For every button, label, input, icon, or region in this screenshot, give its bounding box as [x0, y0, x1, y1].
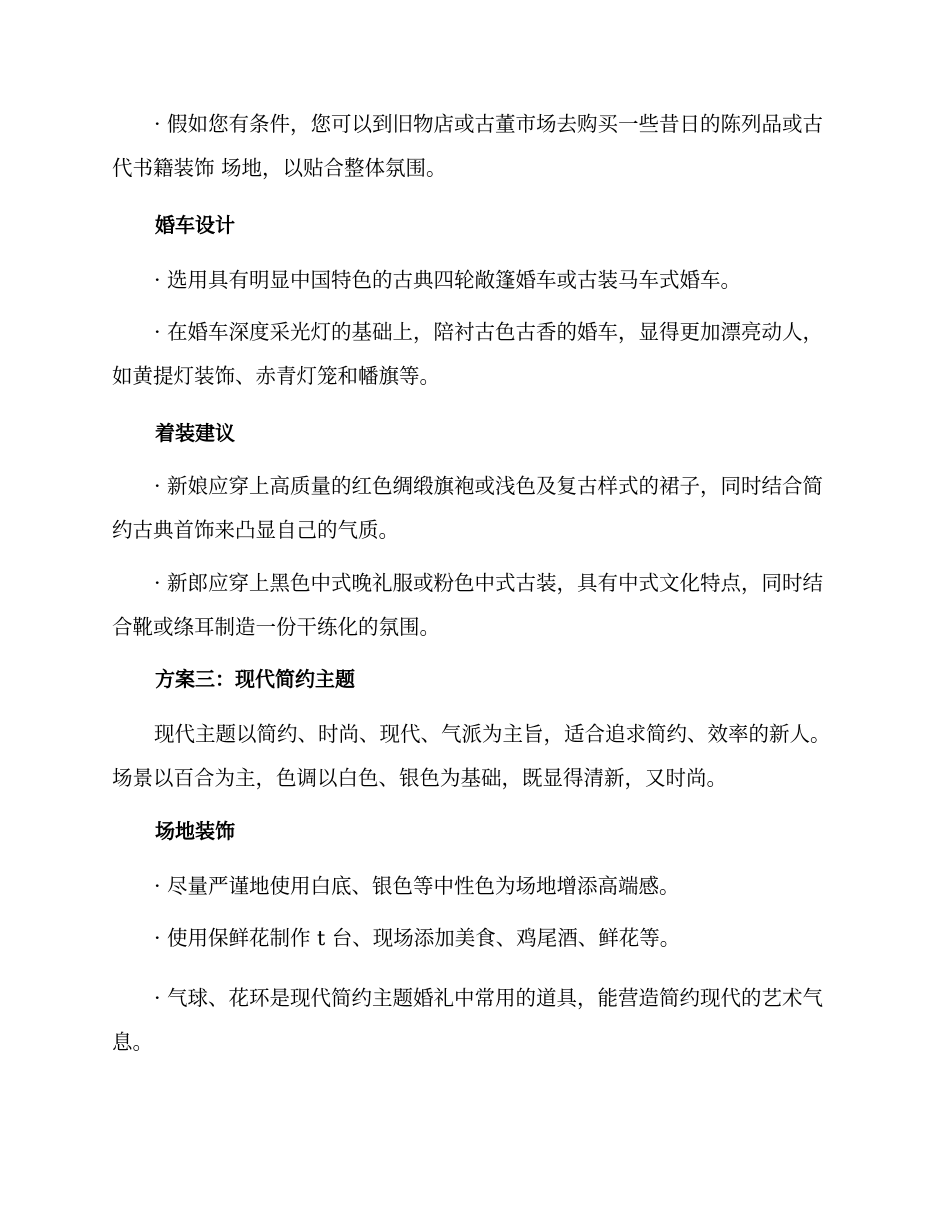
- paragraph-car-lighting: · 在婚车深度采光灯的基础上，陪衬古色古香的婚车，显得更加漂亮动人，如黄提灯装饰、赤青灯笼和幡旗等。: [112, 320, 824, 388]
- paragraph-neutral-colors: · 尽量严谨地使用白底、银色等中性色为场地增添高端感。: [154, 874, 680, 898]
- heading-wedding-car: 婚车设计: [155, 213, 235, 237]
- paragraph-antique-decor: · 假如您有条件，您可以到旧物店或古董市场去购买一些昔日的陈列品或古代书籍装饰 场地，以贴合整体氛围。: [112, 112, 824, 180]
- heading-venue-decor: 场地装饰: [155, 819, 235, 843]
- paragraph-bride-attire: · 新娘应穿上高质量的红色绸缎旗袍或浅色及复古样式的裙子，同时结合简约古典首饰来凸显自己的气质。: [112, 474, 824, 542]
- paragraph-balloons: · 气球、花环是现代简约主题婚礼中常用的道具，能营造简约现代的艺术气息。: [112, 986, 824, 1054]
- heading-attire: 着装建议: [155, 421, 235, 445]
- heading-plan-three: 方案三：现代简约主题: [155, 667, 355, 691]
- paragraph-t-stage: · 使用保鲜花制作 t 台、现场添加美食、鸡尾酒、鲜花等。: [154, 926, 681, 950]
- paragraph-car-style: · 选用具有明显中国特色的古典四轮敞篷婚车或古装马车式婚车。: [154, 268, 742, 292]
- paragraph-groom-attire: · 新郎应穿上黑色中式晚礼服或粉色中式古装，具有中式文化特点，同时结合靴或绦耳制造一份干练化的氛围。: [112, 571, 824, 639]
- paragraph-modern-intro: 现代主题以简约、时尚、现代、气派为主旨，适合追求简约、效率的新人。场景以百合为主，色调以白色、银色为基础，既显得清新，又时尚。: [112, 722, 831, 790]
